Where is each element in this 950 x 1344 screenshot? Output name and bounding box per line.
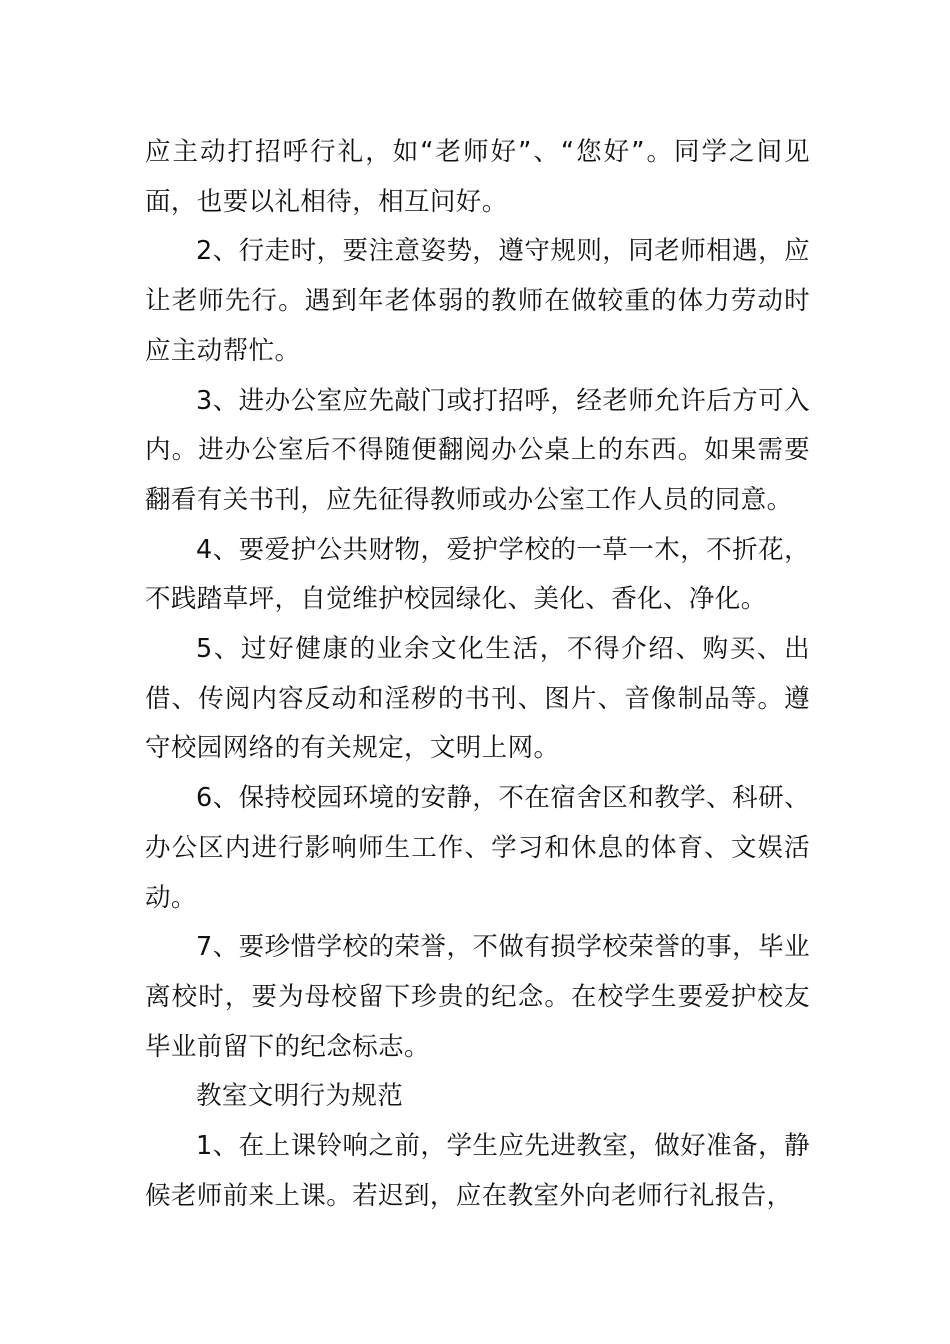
paragraph-item-6: 6、保持校园环境的安静，不在宿舍区和教学、科研、办公区内进行影响师生工作、学习和休息的体育、文娱活动。	[145, 783, 810, 913]
paragraph-item-7: 7、要珍惜学校的荣誉，不做有损学校荣誉的事，毕业离校时，要为母校留下珍贵的纪念。在校学生要爱护校友毕业前留下的纪念标志。	[145, 932, 810, 1062]
paragraph-item-4: 4、要爱护公共财物，爱护学校的一草一木，不折花，不践踏草坪，自觉维护校园绿化、美化、香化、净化。	[145, 534, 810, 615]
section-heading: 教室文明行为规范	[196, 1081, 404, 1112]
paragraph-item-2: 2、行走时，要注意姿势，遵守规则，同老师相遇，应让老师先行。遇到年老体弱的教师在做较重的体力劳动时应主动帮忙。	[145, 236, 810, 366]
document-body	[145, 128, 810, 1221]
paragraph-item-5: 5、过好健康的业余文化生活，不得介绍、购买、出借、传阅内容反动和淫秽的书刊、图片、音像制品等。遵守校园网络的有关规定，文明上网。	[145, 634, 810, 764]
paragraph-item-1: 1、在上课铃响之前，学生应先进教室，做好准备，静候老师前来上课。若迟到，应在教室外向老师行礼报告，	[145, 1131, 810, 1211]
paragraph-item-3: 3、进办公室应先敲门或打招呼，经老师允许后方可入内。进办公室后不得随便翻阅办公桌上的东西。如果需要翻看有关书刊，应先征得教师或办公室工作人员的同意。	[145, 385, 810, 515]
paragraph-continuation: 应主动打招呼行礼，如“老师好”、“您好”。同学之间见面，也要以礼相待，相互问好。	[145, 137, 810, 217]
